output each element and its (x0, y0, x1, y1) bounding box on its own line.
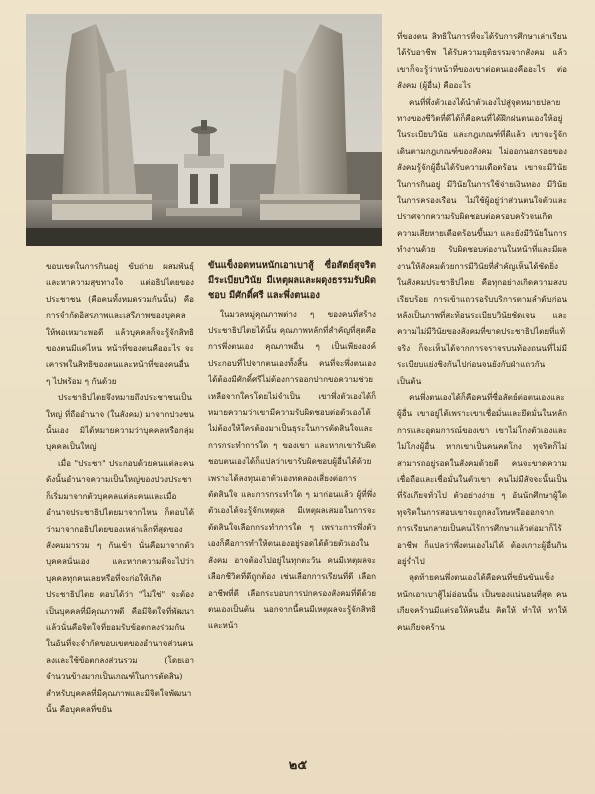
text-column-2 (208, 258, 376, 750)
paragraph: สำหรับบุคคลที่มีคุณภาพและมีจิตใจพัฒนานั้น คือบุคคลที่ขยัน (46, 687, 192, 714)
page-number: ๒๕ (288, 758, 308, 773)
paragraph: เมื่อ "ประชา" ประกอบด้วยคนแต่ละคน ดังนั้นอำนาจความเป็นใหญ่ของปวงประชา ก็เริ่มมาจากตัวบุคคลแต่ละคนและเมื่ออำนาจประชาธิปไตยมาจากไหน ก็ตอบได้ว่ามาจากอธิปไตยของเหล่าเล็กที่สุดของสังคมมารวม ๆ กันเข้า นั่นคือมาจากตัวบุคคลนั่นเอง และหากความดีจะไปว่าบุคคลทุกคนเลยหรือที่จะก่อให้เกิดประชาธิปไตย ตอบได้ว่า "ไม่ใช่" จะต้องเป็นบุคคลที่มีคุณภาพดี คือมีจิตใจที่พัฒนาแล้วนั่นคือจิตใจที่ยอมรับข้อตกลงร่วมกันในอันที่จะจำกัดขอบเขตของอำนาจส่วนตนลงและใช้ข้อตกลงส่วนรวม (โดยเอาจำนวนข้างมากเป็นเกณฑ์ในการตัดสิน) (46, 457, 194, 682)
text-column-1 (46, 258, 194, 750)
paragraph: ประชาธิปไตยจึงหมายถึงประชาชนเป็นใหญ่ ที่ถืออำนาจ (ในสังคม) มาจากปวงชนนั้นเอง มิได้หมายความว่าบุคคลหรือกลุ่มบุคคลเป็นใหญ่ (46, 392, 194, 452)
text-column-2-body (208, 306, 376, 634)
paragraph: ลุดท้ายคนพึ่งตนเองได้คือคนที่ขยันขันแข็ง หนักเอาเบาสู้ไม่อ่อนนั้น เป็นของแน่นอนที่สุด คนเกียจคร้านมีแต่รอให้คนอื่น คิดให้ ทำให้ หาให้ คนเกียจคร้าน (397, 572, 567, 632)
text-column-3 (397, 28, 567, 768)
section-heading: ขันแข็งอดทนหนักเอาเบาสู้ ซื่อสัตย์สุจริต มีระเบียบวินัย มีเหตุผลและผดุงธรรมรับผิดชอบ มีศักดิ์ศรี และพึ่งตนเอง (208, 260, 376, 302)
paragraph: ที่ของตน สิทธิในการที่จะได้รับการศึกษาเล่าเรียน ได้รับอาชีพ ได้รับความยุติธรรมจากสังคม แล้วเขาก็จะรู้ว่าหน้าที่ของเขาต่อตนเองคืออะไร ต่อสังคม (ผู้อื่น) คืออะไร (397, 31, 567, 91)
democracy-monument-illustration (26, 14, 382, 246)
paragraph: คนที่พึ่งตัวเองได้นำตัวเองไปสู่จุดหมายปลายทางของชีวิตที่ดีได้ก็คือคนที่ได้ฝึกฝนตนเองให้อยู่ในระเบียบวินัย และกฎเกณฑ์ที่ดีแล้ว เขาจะรู้จักเดินตามกฎเกณฑ์ของสังคม ไม่ออกนอกรอยของสังคมรู้จักผู้อื่นได้รับความเดือดร้อน เขาจะมีวินัยในการกินอยู่ มีวินัยในการใช้จ่ายเงินทอง มีวินัยในการครองเรือน ไม่ใช้ผู้อยู่ว่าส่วนตนใจตัวและปราศจากความรับผิดชอบต่อครอบครัวจนเกิดความเสียหายเดือดร้อนขึ้นมา และยังมีวินัยในการทำงานด้วย รับผิดชอบต่องานในหน้าที่และมีผลงานให้สังคมด้วยการมีวินัยที่สำคัญเห็นได้ชัดยิ่งในสังคมประชาธิปไตย คือทุกอย่างเกิดความสงบเรียบร้อย การเข้าแถวรอรับบริการตามลำดับก่อนหลังเป็นภาพที่สะท้อนระเบียบวินัยชัดเจน และความไม่มีวินัยของสังคมที่ขาดประชาธิปไตยที่แท้จริง ก็จะเห็นได้จากการจราจรบนท้องถนนที่ไม่มีระเบียบแย่งชิงกันไปก่อนจนยังกับฝ่าแถวกันเป็นต้น (397, 96, 567, 386)
monument-photo (26, 14, 382, 246)
paragraph: คนพึ่งตนเองได้ก็คือคนที่ซื่อสัตย์ต่อตนเองและผู้อื่น เขาอยู่ได้เพราะเขาเชื่อมั่นและยึดมั่นในหลักการและอุดมการณ์ของเขา เขาไม่โกงตัวเองและไม่โกงผู้อื่น หากเขาเป็นคนคดโกง ทุจริตก็ไม่สามารถอยู่รอดในสังคมด้วยดี คนจะขาดความเชื่อถือและเชื่อมั่นในตัวเขา คนไม่มีสัจจะนั้นเป็นที่รังเกียจทั่วไป ตัวอย่างง่าย ๆ อันนักศึกษาผู้ใดทุจริตในการสอบเขาจะถูกลงโทษหรือออกจากการเรียนกลายเป็นคนไร้การศึกษาแล้วต่อมาก็ไร้อาชีพ ก็แปลว่าพึ่งตนเองไม่ได้ ต้องเกาะผู้อื่นกินอยู่ร่ำไป (397, 391, 567, 566)
paragraph: ขอบเขตในการกินอยู่ ขับถ่าย ผสมพันธุ์ และหาความสุขทางใจ แต่อธิปไตยของประชาชน (คือคนทั้งหมดรวมกันนั้น) คือ การจำกัดอิสรภาพและเสรีภาพของบุคคลให้พอเหมาะพอดี แล้วบุคคลก็จะรู้จักสิทธิ ของตนมีแค่ไหน หน้าที่ของตนคืออะไร จะเคารพในสิทธิของตนและหน้าที่ของคนอื่น ๆ ไปพร้อม ๆ กันด้วย (46, 261, 194, 386)
paragraph: ในมวลหมู่คุณภาพต่าง ๆ ของคนที่สร้างประชาธิปไตยได้นั้น คุณภาพหลักที่สำคัญที่สุดคือ การพึ่งตนเอง คุณภาพอื่น ๆ เป็นเพียงองค์ประกอบที่ไปจากตนเองทั้งสิ้น คนที่จะพึ่งตนเองได้ต้องมีศักดิ์ศรีไม่ต้องการออกปากขอความช่วยเหลือจากใครโดยไม่จำเป็น เขาพึ่งตัวเองได้ก็หมายความว่าเขามีความรับผิดชอบต่อตัวเองได้ ไม่ต้องให้ใครต้องมาเป็นธุระในการตัดสินใจและการกระทำการใด ๆ ของเขา และหากเขารับผิดชอบตนเองได้ก็แปลว่าเขารับผิดชอบผู้อื่นได้ด้วยเพราะได้ลงทุนเอาตัวเองทดลองเสี่ยงต่อการตัดสินใจ และการกระทำใด ๆ มาก่อนแล้ว ผู้ที่พึ่งตัวเองได้จะรู้จักเหตุผล มีเหตุผลเสมอในการจะตัดสินใจเลือกกระทำการใด ๆ เพราะการพึ่งตัวเองก็คือการทำให้ตนเองอยู่รอดได้ด้วยตัวเองในสังคม อาจต้องไปอยู่ในทุกตะวัน คนมีเหตุผลจะเลือกชีวิตที่ดีถูกต้อง เช่นเลือกการเรียนที่ดี เลือกอาชีพที่ดี เลือกระบอบการปกครองสังคมที่ดีด้วยตนเองเป็นต้น นอกจากนี้คนมีเหตุผลจะรู้จักสิทธิและหน้า (208, 308, 376, 631)
